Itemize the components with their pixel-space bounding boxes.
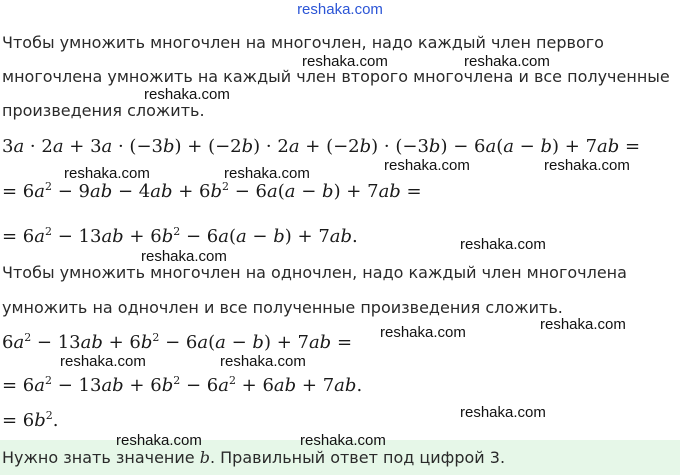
equation-line-6: = $6b^2$. [2, 409, 59, 431]
watermark: reshaka.com [544, 157, 630, 174]
rule1-line2: многочлена умножить на каждый член второго многочлена и все полученные [2, 67, 670, 86]
watermark: reshaka.com [300, 432, 386, 449]
answer-variable: b [199, 448, 210, 467]
answer-prefix: Нужно знать значение [2, 448, 200, 467]
watermark: reshaka.com [220, 353, 306, 370]
equation-line-4: $6a^2 - 13ab + 6b^2 - 6a(a - b) + 7ab$ = [2, 331, 353, 353]
watermark: reshaka.com [116, 432, 202, 449]
watermark: reshaka.com [460, 404, 546, 421]
watermark: reshaka.com [302, 53, 388, 70]
equation-line-3: = $6a^2 - 13ab + 6b^2 - 6a(a - b) + 7ab$. [2, 225, 358, 247]
watermark: reshaka.com [60, 353, 146, 370]
rule1-line3: произведения сложить. [2, 101, 205, 120]
watermark: reshaka.com [64, 165, 150, 182]
watermark: reshaka.com [224, 165, 310, 182]
equation-line-1: 3a · 2a + 3a · (−3b) + (−2b) · 2a + (−2b) · (−3b) − 6a(a − b) + 7ab = [2, 136, 641, 157]
watermark: reshaka.com [460, 236, 546, 253]
rule2-line1: Чтобы умножить многочлен на одночлен, надо каждый член многочлена [2, 263, 627, 282]
watermark: reshaka.com [540, 316, 626, 333]
watermark: reshaka.com [144, 86, 230, 103]
answer-text [2, 448, 505, 467]
watermark: reshaka.com [380, 324, 466, 341]
site-title[interactable]: reshaka.com [297, 1, 383, 18]
answer-suffix: . Правильный ответ под цифрой 3. [209, 448, 506, 467]
rule2-line2: умножить на одночлен и все полученные произведения сложить. [2, 298, 563, 317]
equation-line-5: = $6a^2 - 13ab + 6b^2 - 6a^2 + 6ab + 7ab$. [2, 374, 363, 396]
watermark: reshaka.com [384, 157, 470, 174]
rule1-line1: Чтобы умножить многочлен на многочлен, надо каждый член первого [2, 33, 604, 52]
watermark: reshaka.com [464, 53, 550, 70]
watermark: reshaka.com [141, 248, 227, 265]
equation-line-2: = $6a^2 - 9ab - 4ab + 6b^2 - 6a(a - b) + 7ab$ = [2, 180, 422, 202]
